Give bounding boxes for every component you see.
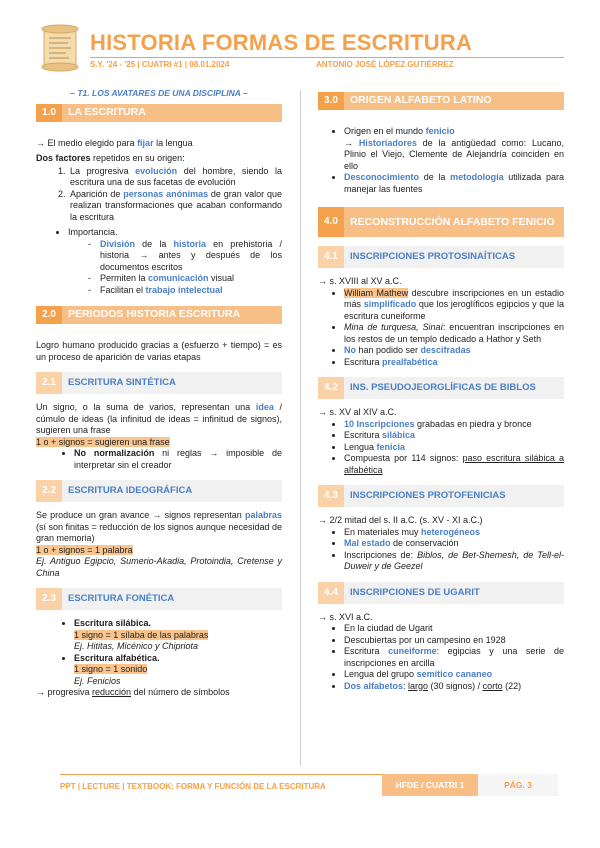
list-item: • Escritura silábica. 1 signo = 1 sílaba de las palabras Ej. Hititas, Micénico y Chipriota <box>74 618 282 653</box>
column-divider <box>300 90 301 766</box>
list-item: • Mina de turquesa, Sinaí: encuentran inscripciones en los restos de un templo dedicado a Hathor y Seth <box>344 322 564 345</box>
list-item: • No han podido ser descifradas <box>344 345 564 357</box>
paragraph: → progresiva reducción del número de símbolos <box>36 687 230 697</box>
date-range: → s. XVI a.C. <box>318 611 373 622</box>
list-item: • 10 Inscripciones grabadas en piedra y bronce <box>344 419 564 431</box>
highlight-rule: 1 o + signos = 1 palabra <box>36 544 133 555</box>
list-item: • Escritura silábica <box>344 430 564 442</box>
paragraph: → El medio elegido para fijar la lengua <box>36 137 193 148</box>
footer-course: HFDE / CUATRI 1 <box>382 774 478 796</box>
author-name: ANTONIO JOSÉ LÓPEZ GUTIÉRREZ <box>316 60 454 69</box>
bullet-list <box>36 227 282 239</box>
list-item: • William Mathew descubre inscripciones en un estadio más simplificado que los jeroglíficos egipcios y que la escritura cuneiforme <box>344 288 564 323</box>
bullet-list <box>318 126 564 195</box>
section-title: PERIODOS HISTORIA ESCRITURA <box>62 306 282 324</box>
date-range: → 2/2 mitad del s. II a.C. (s. XV - XI a.C.) <box>318 515 483 525</box>
section-4-header <box>318 207 564 237</box>
list-item: • Escritura cuneiforme: egipcias y una serie de inscripciones en arcilla <box>344 646 564 669</box>
list-item: • En materiales muy heterogéneos <box>344 527 564 539</box>
section-number: 2.0 <box>36 306 62 324</box>
list-item: 2. Aparición de personas anónimas de gran valor que realizan transformaciones que acaban conformando la escritura <box>68 189 282 224</box>
section-2-1-header <box>36 372 282 394</box>
bullet-list <box>318 623 564 692</box>
bullet-list <box>318 288 564 369</box>
course-meta: S.Y. '24 - '25 | CUATRI #1 | 08.01.2024 <box>90 60 230 69</box>
section-2-2-header <box>36 480 282 502</box>
section-title: INSCRIPCIONES DE UGARIT <box>350 586 480 598</box>
section-2-3-header <box>36 588 282 610</box>
header-meta <box>90 57 564 71</box>
section-title: ESCRITURA FONÉTICA <box>68 593 175 605</box>
list-item: • Desconocimiento de la metodología utilizada para manejar las fuentes <box>344 172 564 195</box>
list-item: • No normalización ni reglas → imposible de interpretar sin el creador <box>74 448 282 471</box>
left-column <box>36 88 282 703</box>
list-item: • Descubiertas por un campesino en 1928 <box>344 635 564 647</box>
page-footer <box>60 774 570 796</box>
section-title: INSCRIPCIONES PROTOSINAÍTICAS <box>350 251 516 263</box>
bullet-list <box>36 448 282 471</box>
list-item: • Escritura prealfabética <box>344 357 564 369</box>
list-item: 1. La progresiva evolución del hombre, siendo la escritura una de sus facetas de evolución <box>68 166 282 189</box>
list-item: • Mal estado de conservación <box>344 538 564 550</box>
list-item: • Lengua fenicia <box>344 442 564 454</box>
numbered-list <box>36 166 282 224</box>
section-title: LA ESCRITURA <box>62 104 282 122</box>
section-title: ESCRITURA IDEOGRÁFICA <box>68 485 193 497</box>
highlight-rule: 1 o + signos = sugieren una frase <box>36 436 170 447</box>
list-item: - Permiten la comunicación visual <box>100 273 282 285</box>
list-item: • Inscripciones de: Biblos, de Bet-Shemesh, de Tell-el-Duweir y de Geezel <box>344 550 564 573</box>
example-text: Ej. Antiguo Egipcio, Sumerio-Akadia, Protoindia, Cretense y China <box>36 556 282 578</box>
right-column <box>318 88 564 696</box>
section-number: 4.4 <box>318 582 344 604</box>
section-title: ESCRITURA SINTÉTICA <box>68 377 176 389</box>
paragraph: Un signo, o la suma de varios, representan una idea / cúmulo de ideas (la infinitud de ideas = infinitud de signos), sugieren una frase <box>36 402 282 435</box>
list-item: • Escritura alfabética. 1 signo = 1 sonido Ej. Fenicios <box>74 653 282 688</box>
section-2-header <box>36 306 282 324</box>
section-number: 2.1 <box>36 372 62 394</box>
bullet-list <box>318 419 564 477</box>
section-title: INSCRIPCIONES PROTOFENICIAS <box>350 490 506 502</box>
list-item: • Dos alfabetos: largo (30 signos) / corto (22) <box>344 681 564 693</box>
section-number: 4.2 <box>318 377 344 399</box>
date-range: → s. XV al XIV a.C. <box>318 407 397 417</box>
page-number: PÁG. 3 <box>478 774 558 796</box>
section-4-1-header <box>318 246 564 268</box>
paragraph: Se produce un gran avance → signos representan palabras (sí son finitas = reducción de los signos aunque necesidad de gran memoria) <box>36 510 282 543</box>
section-4-2-header <box>318 377 564 399</box>
section-number: 3.0 <box>318 92 344 110</box>
section-4-4-header <box>318 582 564 604</box>
section-4-3-header <box>318 485 564 507</box>
bullet-list <box>36 618 282 687</box>
list-item: • En la ciudad de Ugarit <box>344 623 564 635</box>
page-title: HISTORIA FORMAS DE ESCRITURA <box>90 30 473 55</box>
paragraph: Dos factores repetidos en su origen: <box>36 153 185 163</box>
section-number: 2.2 <box>36 480 62 502</box>
section-1-header <box>36 104 282 122</box>
dash-list <box>36 239 282 297</box>
list-item: • Importancia. <box>68 227 282 239</box>
section-number: 4.1 <box>318 246 344 268</box>
paragraph: Logro humano producido gracias a (esfuerzo + tiempo) = es un proceso de aparición de varias etapas <box>36 340 282 362</box>
section-number: 4.3 <box>318 485 344 507</box>
section-title: ORIGEN ALFABETO LATINO <box>344 92 564 110</box>
list-item: • Origen en el mundo fenicio → Historiadores de la antigüedad como: Lucano, Plinio el Viejo, Clemente de Alejandría coinciden en ello <box>344 126 564 172</box>
page-header <box>0 0 600 78</box>
section-title: RECONSTRUCCIÓN ALFABETO FENICIO <box>344 207 564 237</box>
list-item: - División de la historia en prehistoria / historia → antes y después de los documentos escritos <box>100 239 282 274</box>
section-3-header <box>318 92 564 110</box>
scroll-icon <box>38 24 82 72</box>
section-number: 2.3 <box>36 588 62 610</box>
bullet-list <box>318 527 564 573</box>
footer-sources: PPT | LECTURE | TEXTBOOK: FORMA Y FUNCIÓN DE LA ESCRITURA <box>60 774 382 797</box>
section-number: 1.0 <box>36 104 62 122</box>
topic-kicker: – T1. LOS AVATARES DE UNA DISCIPLINA – <box>70 88 248 98</box>
list-item: - Facilitan el trabajo intelectual <box>100 285 282 297</box>
list-item: • Lengua del grupo semítico cananeo <box>344 669 564 681</box>
section-title: INS. PSEUDOJEORGLÍFICAS DE BIBLOS <box>350 382 536 394</box>
section-number: 4.0 <box>318 207 344 237</box>
list-item: • Compuesta por 114 signos: paso escritura silábica a alfabética <box>344 453 564 476</box>
date-range: → s. XVIII al XV a.C. <box>318 276 402 286</box>
